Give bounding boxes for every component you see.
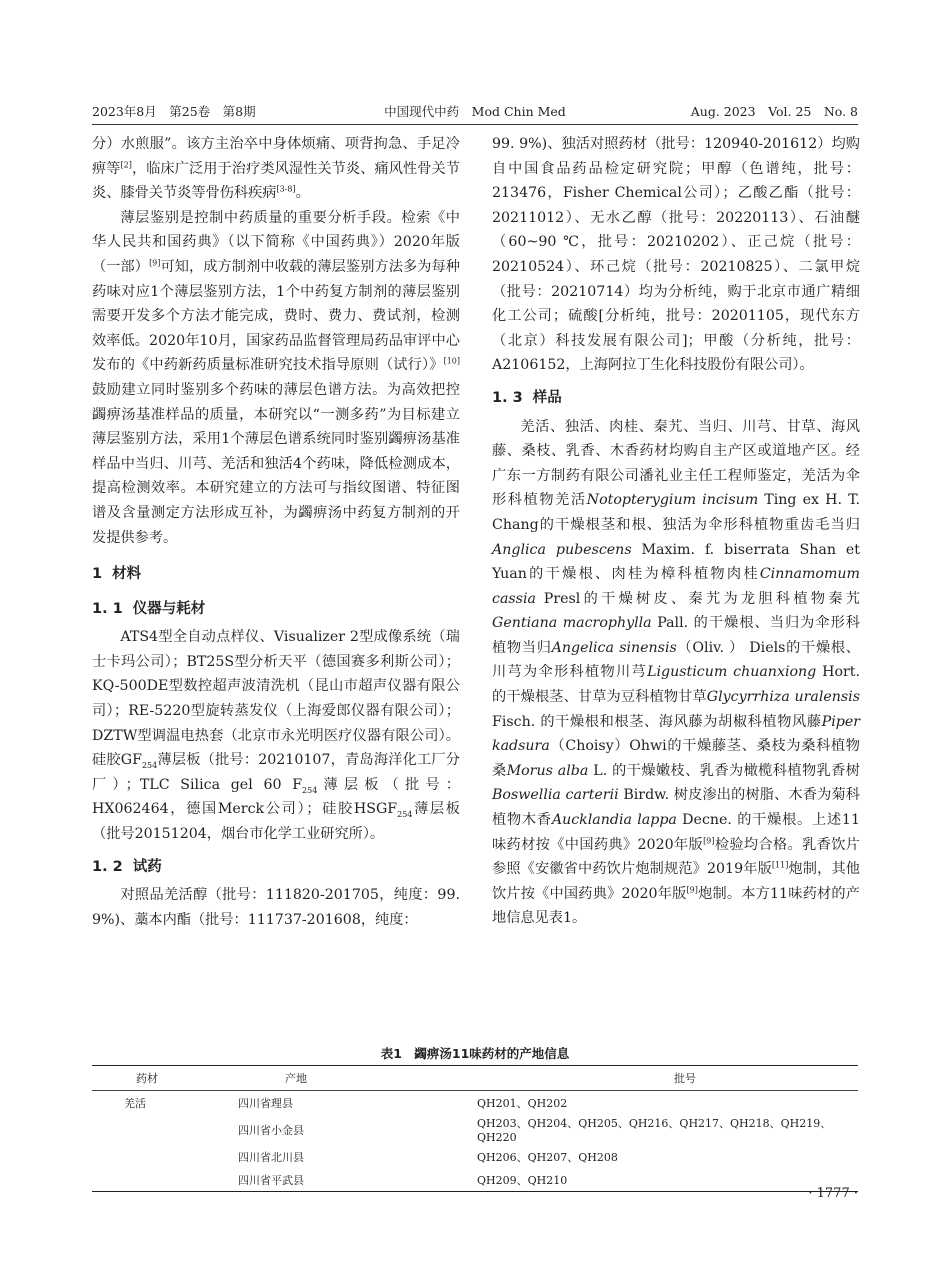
subsection-heading: 1. 1 仪器与耗材 <box>92 600 206 617</box>
table-caption: 表1 蠲痹汤11味药材的产地信息 <box>380 1046 570 1061</box>
table-row <box>92 1145 858 1168</box>
table-cell: 四川省北川县 <box>238 1150 304 1164</box>
table-row <box>92 1168 858 1192</box>
table-cell: 四川省小金县 <box>238 1123 304 1137</box>
citation[interactable]: [9] <box>703 835 715 845</box>
paragraph: 99. 9%)、独活对照药材（批号：120940-201612）均购自中国食品药品检定研究院；甲醇（色谱纯，批号：213476，Fisher Chemical公司）；乙酸乙酯（批号：20211012）、无水乙醇（批号：20220113）、石油醚（60~90 ℃，批号：20210202）、正己烷（批号：20210524）、环己烷（批号：20210825）、二氯甲烷（批号：20210714）均为分析纯，购于北京市通广精细化工公司；硫酸[分析纯，批号：20201105，现代东方（北京）科技发展有限公司]；甲酸（分析纯，批号：A2106152，上海阿拉丁生化科技股份有限公司）。 <box>492 136 860 374</box>
origin-table <box>92 1065 858 1192</box>
table-cell: 四川省理县 <box>238 1096 293 1110</box>
citation[interactable]: [2] <box>120 159 132 169</box>
table-cell: QH201、QH202 <box>477 1096 568 1110</box>
right-column <box>492 132 860 931</box>
table-cell: QH209、QH210 <box>476 1168 858 1192</box>
header-issue: 2023年8月 第25卷 第8期 <box>92 104 256 119</box>
citation[interactable]: [10] <box>443 356 460 366</box>
citation[interactable]: [11] <box>771 860 789 870</box>
table-cell: QH206、QH207、QH208 <box>477 1150 618 1164</box>
paragraph: 分）水煎服”。该方主治卒中身体烦痛、项背拘急、手足冷痹等[2]，临床广泛用于治疗类风湿性关节炎、痛风性骨关节炎、膝骨关节炎等骨伤科疾病[3-8]。 <box>92 136 460 202</box>
table-cell <box>92 1145 237 1168</box>
citation[interactable]: [9] <box>686 885 698 895</box>
column-header: 产地 <box>237 1066 476 1091</box>
paragraph: 羌活、独活、肉桂、秦艽、当归、川芎、甘草、海风藤、桑枝、乳香、木香药材均购自主产区或道地产区。经广东一方制药有限公司潘礼业主任工程师鉴定，羌活为伞形科植物羌活Notopterygium incisum Ting ex H. T. Chang的干燥根茎和根、独活为伞形科植物重齿毛当归Anglica pubescens Maxim. f. biserrata Shan et Yuan的干燥根、肉桂为樟科植物肉桂Cinnamomum cassia Presl的干燥树皮、秦艽为龙胆科植物秦艽Gentiana macrophylla Pall. 的干燥根、当归为伞形科植物当归Angelica sinensis（Oliv. ） Diels的干燥根、川芎为伞形科植物川芎Ligusticum chuanxiong Hort. 的干燥根茎、甘草为豆科植物甘草Glycyrrhiza uralensis Fisch. 的干燥根和根茎、海风藤为胡椒科植物风藤Piper kadsura（Choisy）Ohwi的干燥藤茎、桑枝为桑科植物桑Morus alba L. 的干燥嫩枝、乳香为橄榄科植物乳香树Boswellia carterii Birdw. 树皮渗出的树脂、木香为菊科植物木香Aucklandia lappa Decne. 的干燥根。上述11味药材按《中国药典》2020年版[9]检验均合格。乳香饮片参照《安徽省中药饮片炮制规范》2019年版[11]炮制，其他饮片按《中国药典》2020年版[9]炮制。本方11味药材的产地信息见表1。 <box>492 418 860 927</box>
table-cell: QH203、QH204、QH205、QH216、QH217、QH218、QH219、QH220 <box>477 1117 832 1144</box>
header-rule <box>92 124 858 125</box>
citation[interactable]: [9] <box>149 258 161 268</box>
table-cell <box>92 1114 237 1145</box>
running-header <box>92 100 858 122</box>
paragraph: 对照品羌活醇（批号：111820-201705，纯度：99. 9%)、藁本内酯（批号：111737-201608，纯度： <box>92 887 460 928</box>
header-issue-en: Aug. 2023 Vol. 25 No. 8 <box>690 104 858 119</box>
citation[interactable]: [3-8] <box>276 184 296 194</box>
table-cell <box>92 1168 237 1192</box>
paragraph: ATS4型全自动点样仪、Visualizer 2型成像系统（瑞士卡玛公司）；BT25S型分析天平（德国赛多利斯公司）；KQ-500DE型数控超声波清洗机（昆山市超声仪器有限公司）；RE-5220型旋转蒸发仪（上海爱郎仪器有限公司）；DZTW型调温电热套（北京市永光明医疗仪器有限公司）。硅胶$GF_{254}$薄层板（批号：20210107，青岛海洋化工厂分厂）；TLC Silica gel 60 $F_{254}$薄层板（批号：HX062464，德国Merck公司）；硅胶$HSGF_{254}$薄层板（批号20151204，烟台市化学工业研究所）。 <box>92 629 460 843</box>
column-header: 批号 <box>476 1066 858 1091</box>
paragraph: 薄层鉴别是控制中药质量的重要分析手段。检索《中华人民共和国药典》（以下简称《中国药典》）2020年版（一部）[9]可知，成方制剂中收载的薄层鉴别方法多为每种药味对应1个薄层鉴别方法，1个中药复方制剂的薄层鉴别需要开发多个方法才能完成，费时、费力、费试剂，检测效率低。2020年10月，国家药品监督管理局药品审评中心发布的《中药新药质量标准研究技术指导原则（试行）》[10]鼓励建立同时鉴别多个药味的薄层色谱方法。为高效把控蠲痹汤基准样品的质量，本研究以“一测多药”为目标建立薄层鉴别方法，采用1个薄层色谱系统同时鉴别蠲痹汤基准样品中当归、川芎、羌活和独活4个药味，降低检测成本，提高检测效率。本研究建立的方法可与指纹图谱、特征图谱及含量测定方法形成互补，为蠲痹汤中药复方制剂的开发提供参考。 <box>92 209 460 546</box>
subsection-heading: 1. 3 样品 <box>492 389 562 406</box>
column-header: 药材 <box>92 1066 237 1091</box>
table-row <box>92 1114 858 1145</box>
subsection-heading: 1. 2 试药 <box>92 858 162 875</box>
table-cell: 四川省平武县 <box>237 1168 476 1192</box>
header-journal: 中国现代中药 Mod Chin Med <box>384 104 566 119</box>
section-heading: 1 材料 <box>92 566 142 583</box>
table-cell: 羌活 <box>124 1096 146 1110</box>
left-column <box>92 132 460 932</box>
page-number: · 1777 · <box>808 1186 858 1201</box>
table-row <box>92 1091 858 1115</box>
table-header-row <box>92 1066 858 1091</box>
